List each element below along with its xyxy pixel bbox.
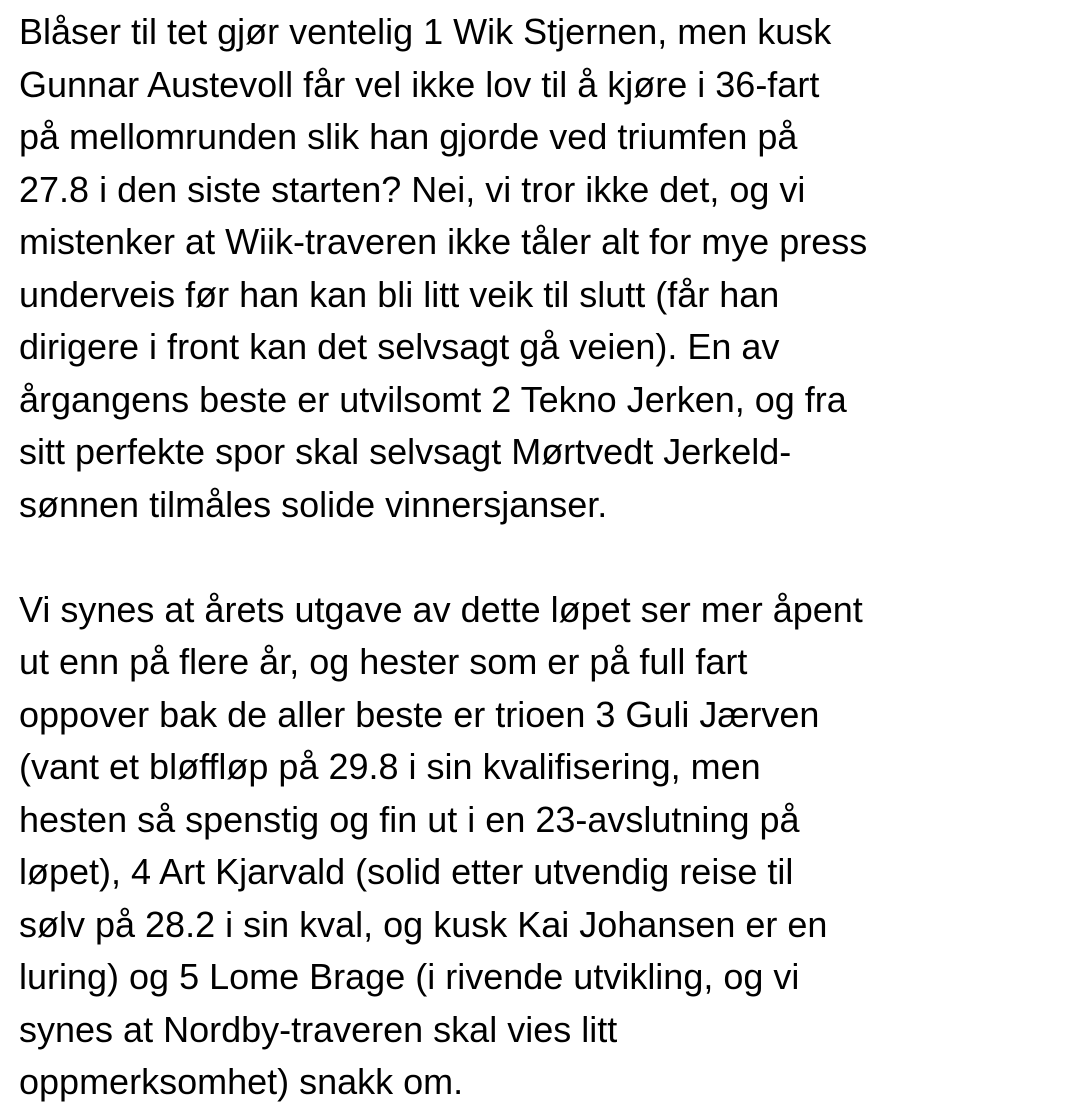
- text-line: 27.8 i den siste starten? Nei, vi tror ikke det, og vi: [19, 168, 806, 210]
- text-line: Blåser til tet gjør ventelig 1 Wik Stjernen, men kusk: [19, 11, 832, 52]
- text-line: mistenker at Wiik-traveren ikke tåler alt for mye press: [19, 221, 868, 262]
- text-line: årgangens beste er utvilsomt 2 Tekno Jerken, og fra: [19, 378, 847, 420]
- text-line: på mellomrunden slik han gjorde ved triumfen på: [19, 116, 798, 157]
- text-line: løpet), 4 Art Kjarvald (solid etter utvendig reise til: [19, 851, 794, 892]
- text-line: underveis før han kan bli litt veik til slutt (får han: [19, 273, 780, 315]
- text-line: sønnen tilmåles solide vinnersjanser.: [19, 483, 608, 525]
- paragraph-2: [19, 584, 1055, 1109]
- text-line: (vant et bløffløp på 29.8 i sin kvalifisering, men: [19, 746, 761, 787]
- text-line: Vi synes at årets utgave av dette løpet ser mer åpent: [19, 588, 863, 630]
- text-line: hesten så spenstig og fin ut i en 23-avslutning på: [19, 798, 800, 840]
- paragraph-1: [19, 6, 1055, 531]
- text-line: ut enn på flere år, og hester som er på full fart: [19, 641, 748, 682]
- text-line: luring) og 5 Lome Brage (i rivende utvikling, og vi: [19, 956, 800, 997]
- paragraph-spacer: [19, 531, 1055, 584]
- text-line: oppover bak de aller beste er trioen 3 Guli Jærven: [19, 693, 820, 735]
- text-line: Gunnar Austevoll får vel ikke lov til å kjøre i 36-fart: [19, 63, 820, 105]
- text-line: synes at Nordby-traveren skal vies litt: [19, 1008, 618, 1050]
- text-line: sølv på 28.2 i sin kval, og kusk Kai Johansen er en: [19, 903, 828, 945]
- text-line: oppmerksomhet) snakk om.: [19, 1061, 464, 1102]
- text-line: sitt perfekte spor skal selvsagt Mørtvedt Jerkeld-: [19, 431, 792, 472]
- text-line: dirigere i front kan det selvsagt gå veien). En av: [19, 326, 780, 367]
